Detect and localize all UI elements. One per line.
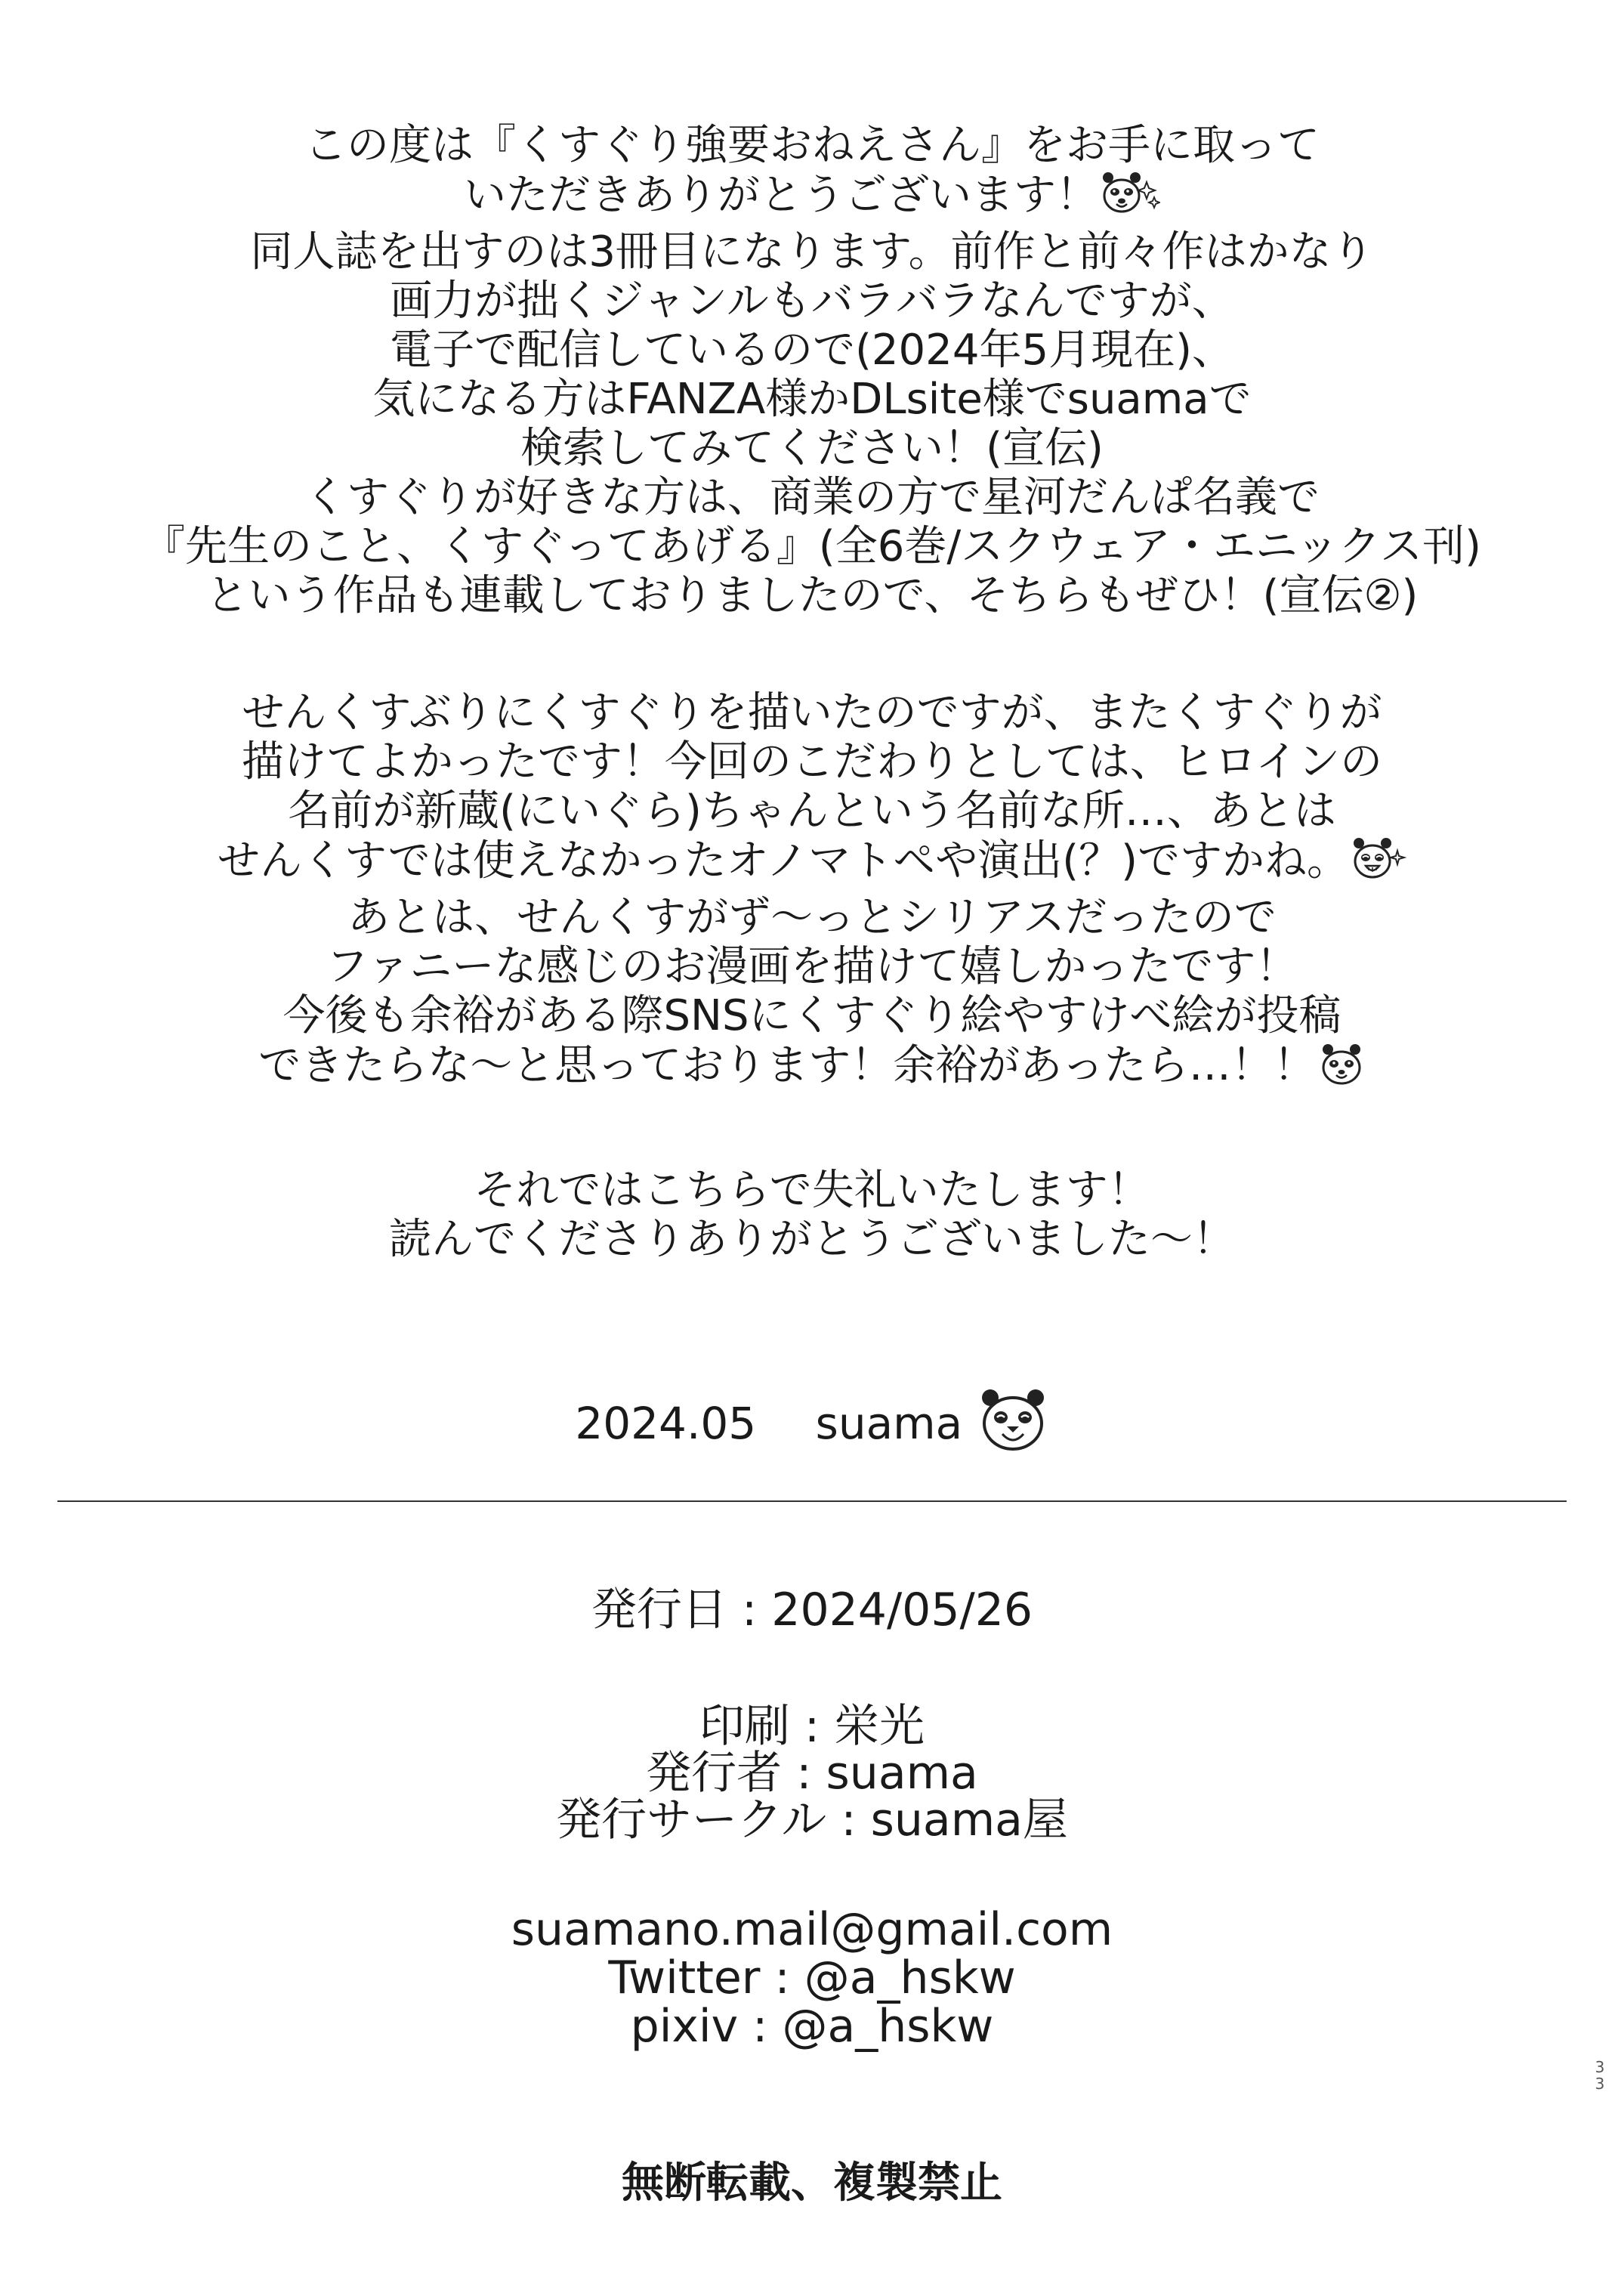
text-line: この度は『くすぐり強要おねえさん』をお手に取って <box>304 121 1320 170</box>
smiling-panda-icon <box>1319 1040 1366 1098</box>
text-line: 今後も余裕がある際SNSにくすぐり絵やすけべ絵が投稿 <box>283 991 1341 1040</box>
paragraph-gap <box>45 1098 1579 1166</box>
pixiv-handle[interactable]: pixiv : @a_hskw <box>630 2000 994 2053</box>
issue-date: 発行日 : 2024/05/26 <box>591 1584 1033 1636</box>
afterword-paragraph-2 <box>45 688 1579 1098</box>
circle-name: 発行サークル : suama屋 <box>556 1794 1068 1846</box>
signature-date: 2024.05 <box>575 1398 757 1450</box>
colophon <box>0 1584 1624 2053</box>
text-line: 名前が新蔵(にいぐら)ちゃんという名前な所…、あとは <box>288 786 1336 836</box>
text-line: 読んでくださりありがとうございました〜！ <box>389 1215 1235 1264</box>
text-line: 画力が拙くジャンルもバラバラなんですが、 <box>390 277 1234 326</box>
text-line: あとは、せんくすがず〜っとシリアスだったので <box>347 893 1277 942</box>
afterword-text <box>45 121 1579 1264</box>
copyright-notice: 無断転載、複製禁止 <box>622 2159 1002 2208</box>
publisher: 発行者 : suama <box>646 1747 978 1800</box>
contact-info <box>0 1903 1624 2053</box>
text-line: せんくすでは使えなかったオノマトペや演出(？)ですかね。 <box>45 836 1579 893</box>
page-number <box>1592 2059 1607 2092</box>
email-link[interactable]: suamano.mail@gmail.com <box>511 1903 1113 1956</box>
text-line: いただきありがとうございます！ <box>45 170 1579 227</box>
text-line: 電子で配信しているので(2024年5月現在)、 <box>390 326 1234 375</box>
paragraph-gap <box>45 620 1579 688</box>
text-line: 気になる方はFANZA様かDLsite様でsuamaで <box>372 375 1252 424</box>
text-line: それではこちらで失礼いたします！ <box>474 1166 1150 1215</box>
page-number-digit: 3 <box>1595 2058 1605 2076</box>
grinning-panda-icon <box>1352 836 1406 893</box>
text-line: くすぐりが好きな方は、商業の方で星河だんぱ名義で <box>304 473 1320 522</box>
text-line: という作品も連載しておりましたので、そちらもぜひ！(宣伝②) <box>205 571 1419 620</box>
text-line: 『先生のこと、くすぐってあげる』(全6巻/スクウェア・エニックス刊) <box>142 522 1482 571</box>
sparkle-panda-icon <box>1101 170 1160 227</box>
afterword-paragraph-3 <box>45 1166 1579 1264</box>
page-number-digit: 3 <box>1595 2075 1605 2093</box>
text-line: 検索してみてください！(宣伝) <box>520 424 1104 473</box>
section-divider <box>57 1500 1567 1502</box>
text-line: せんくすぶりにくすぐりを描いたのですが、またくすぐりが <box>242 688 1382 737</box>
text-line: できたらな〜と思っております！余裕があったら…！！ <box>45 1040 1579 1098</box>
text-line: 描けてよかったです！今回のこだわりとしては、ヒロインの <box>241 737 1383 786</box>
text-line: 同人誌を出すのは3冊目になります。前作と前々作はかなり <box>250 227 1374 277</box>
signature-author: suama <box>815 1398 963 1450</box>
printer: 印刷 : 栄光 <box>699 1700 925 1753</box>
panda-face-icon <box>977 1383 1049 1470</box>
afterword-paragraph-1 <box>45 121 1579 620</box>
signature <box>0 1383 1624 1470</box>
colophon-gap <box>0 1843 1624 1905</box>
twitter-handle[interactable]: Twitter : @a_hskw <box>608 1952 1016 2004</box>
text-line: ファニーな感じのお漫画を描けて嬉しかったです！ <box>326 942 1298 991</box>
